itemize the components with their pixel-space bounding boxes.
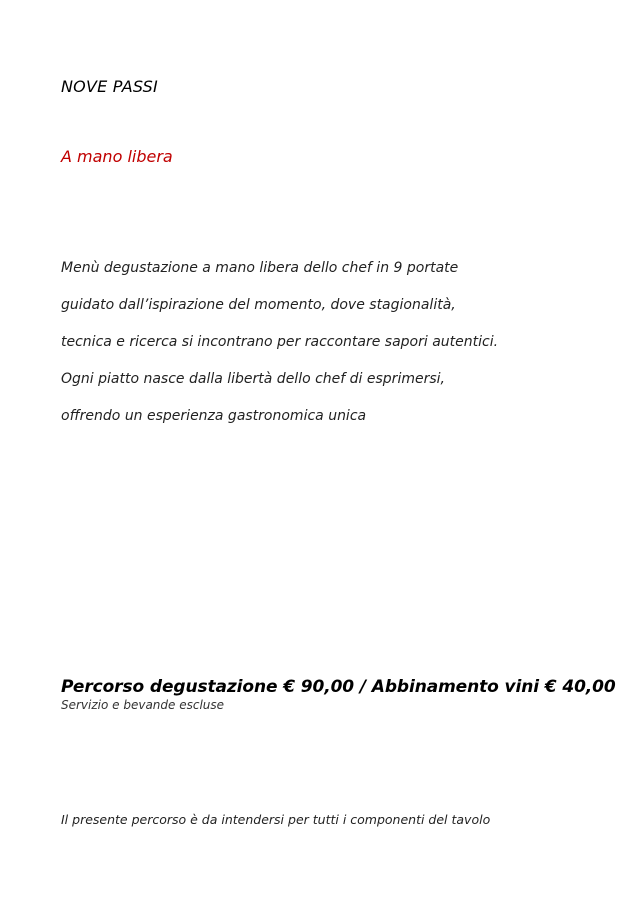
menu-title: NOVE PASSI — [61, 77, 158, 96]
pricing-line: Percorso degustazione € 90,00 / Abbinamento vini € 40,00 — [61, 677, 616, 697]
description-line: tecnica e ricerca si incontrano per raccontare sapori autentici. — [61, 334, 499, 350]
description-line: guidato dall’ispirazione del momento, dove stagionalità, — [61, 297, 456, 313]
menu-subtitle: A mano libera — [61, 147, 173, 166]
footer-note: Il presente percorso è da intendersi per tutti i componenti del tavolo — [61, 812, 491, 827]
pricing-note: Servizio e bevande escluse — [61, 698, 225, 712]
description-line: Menù degustazione a mano libera dello chef in 9 portate — [61, 260, 459, 276]
menu-description — [61, 250, 498, 435]
description-line: Ogni piatto nasce dalla libertà dello chef di esprimersi, — [61, 371, 445, 387]
description-line: offrendo un esperienza gastronomica unica — [61, 408, 367, 424]
